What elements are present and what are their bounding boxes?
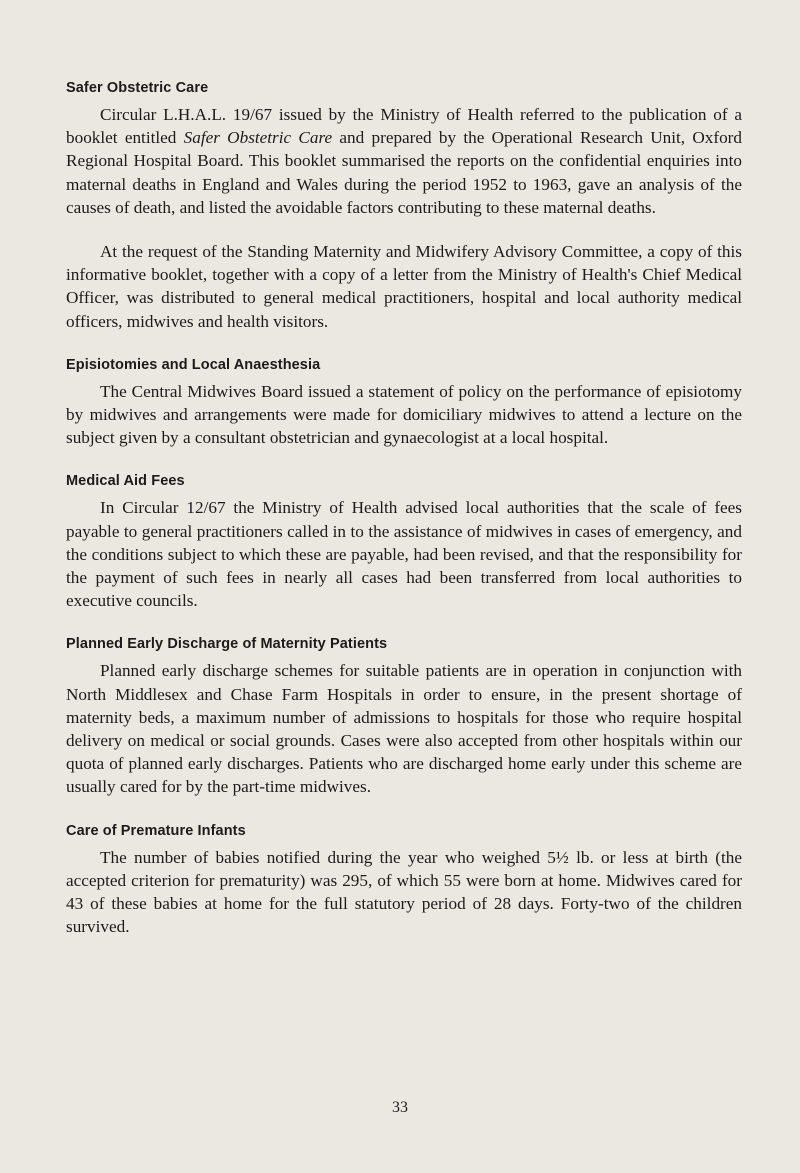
paragraph: In Circular 12/67 the Ministry of Health advised local authorities that the scale of fees payable to general practitioners called in to the assistance of midwives in cases of emergency, and the conditions subject to which these are payable, had been revised, and that the responsibility for the payment of such fees in nearly all cases had been transferred from local authorities to executive councils. <box>66 498 742 611</box>
booklet-title: Safer Obstetric Care <box>183 128 333 148</box>
section-heading: Safer Obstetric Care <box>66 80 209 96</box>
page-number: 33 <box>392 1099 408 1116</box>
paragraph: Planned early discharge schemes for suitable patients are in operation in conjunction with North Middlesex and Chase Farm Hospitals in order to ensure, in the present shortage of maternity beds, a maximum number of admissions to hospitals for those who require hospital delivery on medical or social grounds. Cases were also accepted from other hospitals within our quota of planned early discharges. Patients who are discharged home early under this scheme are usually cared for by the part-time midwives. <box>66 661 742 797</box>
paragraph: The Central Midwives Board issued a statement of policy on the performance of episiotomy by midwives and arrangements were made for domiciliary midwives to attend a lecture on the subject given by a consultant obstetrician and gynaecologist at a local hospital. <box>66 381 742 448</box>
paragraph-text: Circular L.H.A.L. 19/67 issued by the Ministry of Health referred to the publication of a booklet entitled <box>66 105 742 148</box>
paragraph <box>66 103 742 219</box>
page-content <box>66 78 742 938</box>
section-heading: Planned Early Discharge of Maternity Patients <box>66 636 388 653</box>
section-heading: Episiotomies and Local Anaesthesia <box>66 356 321 373</box>
section-medical-aid-fees <box>66 471 742 612</box>
section-planned-early-discharge <box>66 634 742 798</box>
section-care-of-premature-infants <box>66 821 742 939</box>
paragraph: The number of babies notified during the year who weighed 5½ lb. or less at birth (the accepted criterion for prematurity) was 295, of which 55 were born at home. Midwives cared for 43 of these babies at home for the full statutory period of 28 days. Forty-two of the children survived. <box>66 847 742 937</box>
section-heading: Medical Aid Fees <box>66 473 185 490</box>
paragraph-text: and prepared by the Operational Research Unit, Oxford Regional Hospital Board. This booklet summarised the reports on the confidential enquiries into maternal deaths in England and Wales during the period 1952 to 1963, gave an analysis of the causes of death, and listed the avoidable factors contributing to these maternal deaths. <box>66 128 742 217</box>
section-safer-obstetric-care <box>66 78 742 333</box>
section-episiotomies <box>66 355 742 450</box>
section-heading: Care of Premature Infants <box>66 822 246 839</box>
paragraph: At the request of the Standing Maternity and Midwifery Advisory Committee, a copy of this informative booklet, together with a copy of a letter from the Ministry of Health's Chief Medical Officer, was distributed to general medical practitioners, hospital and local authority medical officers, midwives and health visitors. <box>66 242 742 331</box>
